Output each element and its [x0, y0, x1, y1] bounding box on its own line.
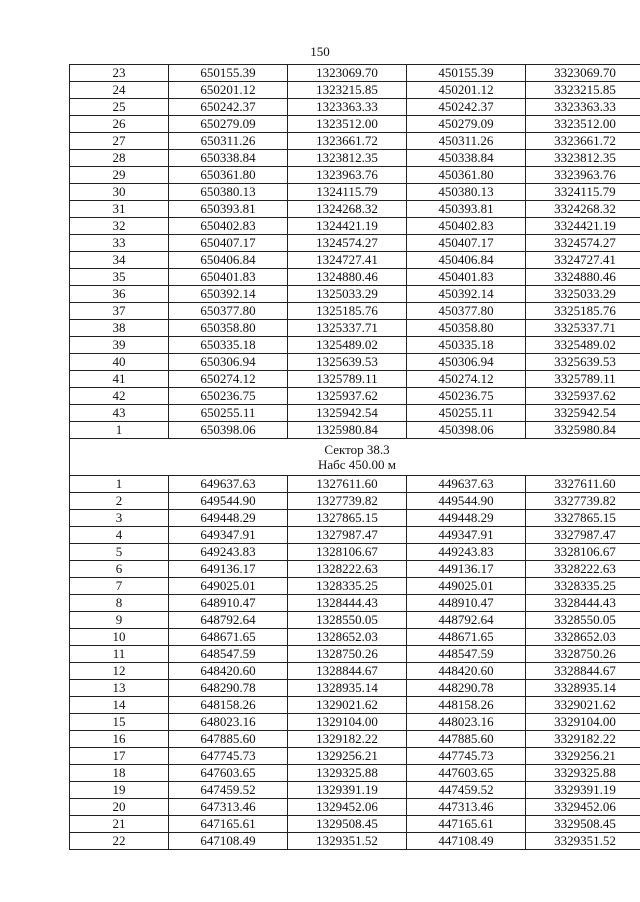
y-coordinate-cell: 1327987.47 [288, 527, 407, 544]
x-msk-cell: 449025.01 [407, 578, 526, 595]
table-row [70, 646, 640, 663]
point-number-cell: 13 [70, 680, 169, 697]
x-msk-cell: 450393.81 [407, 201, 526, 218]
y-coordinate-cell: 1329104.00 [288, 714, 407, 731]
y-msk-cell: 3327865.15 [526, 510, 640, 527]
x-coordinate-cell: 650201.12 [169, 82, 288, 99]
y-msk-cell: 3328935.14 [526, 680, 640, 697]
y-coordinate-cell: 1325937.62 [288, 388, 407, 405]
y-msk-cell: 3324268.32 [526, 201, 640, 218]
x-coordinate-cell: 648671.65 [169, 629, 288, 646]
y-msk-cell: 3329021.62 [526, 697, 640, 714]
x-coordinate-cell: 650393.81 [169, 201, 288, 218]
table-row [70, 133, 640, 150]
y-coordinate-cell: 1323661.72 [288, 133, 407, 150]
table-row [70, 354, 640, 371]
table-row [70, 561, 640, 578]
point-number-cell: 2 [70, 493, 169, 510]
x-msk-cell: 450398.06 [407, 422, 526, 439]
y-coordinate-cell: 1325639.53 [288, 354, 407, 371]
coordinates-table [69, 64, 640, 850]
table-row [70, 493, 640, 510]
table-row [70, 799, 640, 816]
table-row [70, 99, 640, 116]
x-coordinate-cell: 648547.59 [169, 646, 288, 663]
x-msk-cell: 447885.60 [407, 731, 526, 748]
y-coordinate-cell: 1328935.14 [288, 680, 407, 697]
y-msk-cell: 3323215.85 [526, 82, 640, 99]
table-row [70, 731, 640, 748]
x-msk-cell: 447313.46 [407, 799, 526, 816]
y-msk-cell: 3323963.76 [526, 167, 640, 184]
y-coordinate-cell: 1329351.52 [288, 833, 407, 850]
y-msk-cell: 3328844.67 [526, 663, 640, 680]
point-number-cell: 9 [70, 612, 169, 629]
y-coordinate-cell: 1329508.45 [288, 816, 407, 833]
y-coordinate-cell: 1328652.03 [288, 629, 407, 646]
x-msk-cell: 449637.63 [407, 476, 526, 493]
x-msk-cell: 450406.84 [407, 252, 526, 269]
y-coordinate-cell: 1329021.62 [288, 697, 407, 714]
x-coordinate-cell: 648792.64 [169, 612, 288, 629]
y-msk-cell: 3329182.22 [526, 731, 640, 748]
x-msk-cell: 447459.52 [407, 782, 526, 799]
table-row [70, 578, 640, 595]
point-number-cell: 39 [70, 337, 169, 354]
x-coordinate-cell: 649243.83 [169, 544, 288, 561]
x-msk-cell: 447108.49 [407, 833, 526, 850]
table-row [70, 595, 640, 612]
x-coordinate-cell: 649025.01 [169, 578, 288, 595]
y-msk-cell: 3328444.43 [526, 595, 640, 612]
y-msk-cell: 3328652.03 [526, 629, 640, 646]
table-row [70, 833, 640, 850]
y-coordinate-cell: 1324115.79 [288, 184, 407, 201]
y-coordinate-cell: 1327865.15 [288, 510, 407, 527]
x-coordinate-cell: 650338.84 [169, 150, 288, 167]
point-number-cell: 35 [70, 269, 169, 286]
point-number-cell: 15 [70, 714, 169, 731]
table-row [70, 252, 640, 269]
y-msk-cell: 3324727.41 [526, 252, 640, 269]
page-number: 150 [310, 44, 330, 59]
point-number-cell: 31 [70, 201, 169, 218]
x-coordinate-cell: 650402.83 [169, 218, 288, 235]
y-coordinate-cell: 1323215.85 [288, 82, 407, 99]
y-coordinate-cell: 1329391.19 [288, 782, 407, 799]
point-number-cell: 1 [70, 476, 169, 493]
point-number-cell: 10 [70, 629, 169, 646]
point-number-cell: 32 [70, 218, 169, 235]
x-msk-cell: 447165.61 [407, 816, 526, 833]
y-coordinate-cell: 1328222.63 [288, 561, 407, 578]
table-row [70, 269, 640, 286]
point-number-cell: 12 [70, 663, 169, 680]
point-number-cell: 33 [70, 235, 169, 252]
x-msk-cell: 450392.14 [407, 286, 526, 303]
table-row [70, 476, 640, 493]
point-number-cell: 27 [70, 133, 169, 150]
section-title: Сектор 38.3 [324, 442, 390, 457]
table-row [70, 82, 640, 99]
y-msk-cell: 3327739.82 [526, 493, 640, 510]
x-msk-cell: 448671.65 [407, 629, 526, 646]
point-number-cell: 7 [70, 578, 169, 595]
x-msk-cell: 449347.91 [407, 527, 526, 544]
y-msk-cell: 3329452.06 [526, 799, 640, 816]
x-coordinate-cell: 649637.63 [169, 476, 288, 493]
y-coordinate-cell: 1323812.35 [288, 150, 407, 167]
y-coordinate-cell: 1325489.02 [288, 337, 407, 354]
table-row [70, 714, 640, 731]
table-row [70, 218, 640, 235]
y-msk-cell: 3329508.45 [526, 816, 640, 833]
point-number-cell: 22 [70, 833, 169, 850]
table-row [70, 816, 640, 833]
point-number-cell: 8 [70, 595, 169, 612]
y-msk-cell: 3329256.21 [526, 748, 640, 765]
y-coordinate-cell: 1325980.84 [288, 422, 407, 439]
y-coordinate-cell: 1325337.71 [288, 320, 407, 337]
table-row [70, 235, 640, 252]
y-coordinate-cell: 1323963.76 [288, 167, 407, 184]
y-coordinate-cell: 1324727.41 [288, 252, 407, 269]
y-msk-cell: 3328106.67 [526, 544, 640, 561]
y-msk-cell: 3329351.52 [526, 833, 640, 850]
point-number-cell: 3 [70, 510, 169, 527]
x-msk-cell: 450201.12 [407, 82, 526, 99]
y-msk-cell: 3323661.72 [526, 133, 640, 150]
x-coordinate-cell: 650236.75 [169, 388, 288, 405]
x-coordinate-cell: 647603.65 [169, 765, 288, 782]
x-coordinate-cell: 650335.18 [169, 337, 288, 354]
y-coordinate-cell: 1328106.67 [288, 544, 407, 561]
y-coordinate-cell: 1325942.54 [288, 405, 407, 422]
point-number-cell: 21 [70, 816, 169, 833]
y-msk-cell: 3324115.79 [526, 184, 640, 201]
x-msk-cell: 450155.39 [407, 65, 526, 82]
point-number-cell: 23 [70, 65, 169, 82]
x-msk-cell: 449448.29 [407, 510, 526, 527]
x-coordinate-cell: 649544.90 [169, 493, 288, 510]
y-msk-cell: 3327611.60 [526, 476, 640, 493]
table-row [70, 510, 640, 527]
point-number-cell: 24 [70, 82, 169, 99]
x-msk-cell: 448792.64 [407, 612, 526, 629]
y-msk-cell: 3325789.11 [526, 371, 640, 388]
x-coordinate-cell: 647745.73 [169, 748, 288, 765]
x-coordinate-cell: 650274.12 [169, 371, 288, 388]
x-msk-cell: 450236.75 [407, 388, 526, 405]
x-msk-cell: 450401.83 [407, 269, 526, 286]
table-row [70, 663, 640, 680]
x-msk-cell: 447745.73 [407, 748, 526, 765]
y-msk-cell: 3325489.02 [526, 337, 640, 354]
x-msk-cell: 450242.37 [407, 99, 526, 116]
section-header-body [70, 439, 640, 476]
y-msk-cell: 3327987.47 [526, 527, 640, 544]
x-coordinate-cell: 650406.84 [169, 252, 288, 269]
x-coordinate-cell: 649136.17 [169, 561, 288, 578]
table-row [70, 748, 640, 765]
y-coordinate-cell: 1325789.11 [288, 371, 407, 388]
y-coordinate-cell: 1324268.32 [288, 201, 407, 218]
x-msk-cell: 450377.80 [407, 303, 526, 320]
y-msk-cell: 3328335.25 [526, 578, 640, 595]
table-row [70, 184, 640, 201]
x-coordinate-cell: 647313.46 [169, 799, 288, 816]
point-number-cell: 5 [70, 544, 169, 561]
x-coordinate-cell: 647165.61 [169, 816, 288, 833]
point-number-cell: 6 [70, 561, 169, 578]
table-row [70, 527, 640, 544]
y-coordinate-cell: 1328750.26 [288, 646, 407, 663]
table-row [70, 544, 640, 561]
y-coordinate-cell: 1329325.88 [288, 765, 407, 782]
x-coordinate-cell: 650361.80 [169, 167, 288, 184]
x-msk-cell: 450274.12 [407, 371, 526, 388]
x-coordinate-cell: 648420.60 [169, 663, 288, 680]
section-header-row [70, 439, 640, 476]
table-body-before [70, 65, 640, 439]
point-number-cell: 1 [70, 422, 169, 439]
point-number-cell: 26 [70, 116, 169, 133]
table-row [70, 320, 640, 337]
x-msk-cell: 450279.09 [407, 116, 526, 133]
point-number-cell: 40 [70, 354, 169, 371]
y-coordinate-cell: 1324574.27 [288, 235, 407, 252]
y-msk-cell: 3325937.62 [526, 388, 640, 405]
y-coordinate-cell: 1323363.33 [288, 99, 407, 116]
x-coordinate-cell: 647108.49 [169, 833, 288, 850]
table-row [70, 422, 640, 439]
point-number-cell: 42 [70, 388, 169, 405]
x-coordinate-cell: 650407.17 [169, 235, 288, 252]
point-number-cell: 43 [70, 405, 169, 422]
y-coordinate-cell: 1324421.19 [288, 218, 407, 235]
y-msk-cell: 3325185.76 [526, 303, 640, 320]
x-msk-cell: 448158.26 [407, 697, 526, 714]
y-msk-cell: 3329325.88 [526, 765, 640, 782]
y-msk-cell: 3323512.00 [526, 116, 640, 133]
x-msk-cell: 450380.13 [407, 184, 526, 201]
y-msk-cell: 3329104.00 [526, 714, 640, 731]
y-msk-cell: 3329391.19 [526, 782, 640, 799]
table-row [70, 116, 640, 133]
x-coordinate-cell: 650398.06 [169, 422, 288, 439]
point-number-cell: 18 [70, 765, 169, 782]
y-msk-cell: 3325639.53 [526, 354, 640, 371]
section-header-cell [70, 439, 640, 476]
table-row [70, 201, 640, 218]
y-msk-cell: 3323069.70 [526, 65, 640, 82]
x-msk-cell: 450311.26 [407, 133, 526, 150]
y-coordinate-cell: 1327739.82 [288, 493, 407, 510]
y-msk-cell: 3325337.71 [526, 320, 640, 337]
x-coordinate-cell: 648158.26 [169, 697, 288, 714]
x-coordinate-cell: 648023.16 [169, 714, 288, 731]
point-number-cell: 4 [70, 527, 169, 544]
y-coordinate-cell: 1329182.22 [288, 731, 407, 748]
x-coordinate-cell: 650255.11 [169, 405, 288, 422]
x-coordinate-cell: 650358.80 [169, 320, 288, 337]
table-row [70, 629, 640, 646]
y-coordinate-cell: 1323069.70 [288, 65, 407, 82]
x-coordinate-cell: 648910.47 [169, 595, 288, 612]
point-number-cell: 25 [70, 99, 169, 116]
x-coordinate-cell: 650380.13 [169, 184, 288, 201]
x-coordinate-cell: 650279.09 [169, 116, 288, 133]
x-msk-cell: 450306.94 [407, 354, 526, 371]
point-number-cell: 41 [70, 371, 169, 388]
x-msk-cell: 450338.84 [407, 150, 526, 167]
x-coordinate-cell: 650392.14 [169, 286, 288, 303]
x-coordinate-cell: 649347.91 [169, 527, 288, 544]
point-number-cell: 17 [70, 748, 169, 765]
y-coordinate-cell: 1329256.21 [288, 748, 407, 765]
x-coordinate-cell: 650377.80 [169, 303, 288, 320]
y-msk-cell: 3323812.35 [526, 150, 640, 167]
table-row [70, 612, 640, 629]
x-msk-cell: 448290.78 [407, 680, 526, 697]
point-number-cell: 20 [70, 799, 169, 816]
point-number-cell: 34 [70, 252, 169, 269]
y-coordinate-cell: 1325185.76 [288, 303, 407, 320]
table-row [70, 388, 640, 405]
point-number-cell: 11 [70, 646, 169, 663]
x-coordinate-cell: 647459.52 [169, 782, 288, 799]
section-subtitle: Набс 450.00 м [317, 457, 397, 472]
y-msk-cell: 3328222.63 [526, 561, 640, 578]
point-number-cell: 19 [70, 782, 169, 799]
x-coordinate-cell: 648290.78 [169, 680, 288, 697]
y-msk-cell: 3323363.33 [526, 99, 640, 116]
point-number-cell: 28 [70, 150, 169, 167]
point-number-cell: 14 [70, 697, 169, 714]
x-coordinate-cell: 650311.26 [169, 133, 288, 150]
table-row [70, 150, 640, 167]
table-row [70, 765, 640, 782]
point-number-cell: 29 [70, 167, 169, 184]
x-msk-cell: 450407.17 [407, 235, 526, 252]
x-coordinate-cell: 647885.60 [169, 731, 288, 748]
y-msk-cell: 3328750.26 [526, 646, 640, 663]
x-coordinate-cell: 650242.37 [169, 99, 288, 116]
y-coordinate-cell: 1328335.25 [288, 578, 407, 595]
x-msk-cell: 450335.18 [407, 337, 526, 354]
table-row [70, 337, 640, 354]
x-coordinate-cell: 650401.83 [169, 269, 288, 286]
point-number-cell: 38 [70, 320, 169, 337]
table-row [70, 697, 640, 714]
y-coordinate-cell: 1328550.05 [288, 612, 407, 629]
table-row [70, 680, 640, 697]
table-row [70, 782, 640, 799]
x-msk-cell: 448910.47 [407, 595, 526, 612]
table-row [70, 371, 640, 388]
x-msk-cell: 448023.16 [407, 714, 526, 731]
y-msk-cell: 3324421.19 [526, 218, 640, 235]
x-msk-cell: 450361.80 [407, 167, 526, 184]
x-msk-cell: 450255.11 [407, 405, 526, 422]
x-coordinate-cell: 650306.94 [169, 354, 288, 371]
x-msk-cell: 450402.83 [407, 218, 526, 235]
y-coordinate-cell: 1328844.67 [288, 663, 407, 680]
table-row [70, 286, 640, 303]
table-row [70, 303, 640, 320]
point-number-cell: 16 [70, 731, 169, 748]
point-number-cell: 36 [70, 286, 169, 303]
x-msk-cell: 448420.60 [407, 663, 526, 680]
point-number-cell: 37 [70, 303, 169, 320]
table-body-after [70, 476, 640, 850]
y-msk-cell: 3325980.84 [526, 422, 640, 439]
y-coordinate-cell: 1324880.46 [288, 269, 407, 286]
table-row [70, 405, 640, 422]
y-coordinate-cell: 1327611.60 [288, 476, 407, 493]
x-msk-cell: 448547.59 [407, 646, 526, 663]
y-msk-cell: 3324880.46 [526, 269, 640, 286]
x-msk-cell: 449136.17 [407, 561, 526, 578]
y-coordinate-cell: 1323512.00 [288, 116, 407, 133]
x-msk-cell: 447603.65 [407, 765, 526, 782]
y-msk-cell: 3328550.05 [526, 612, 640, 629]
table-row [70, 65, 640, 82]
x-msk-cell: 449544.90 [407, 493, 526, 510]
x-coordinate-cell: 650155.39 [169, 65, 288, 82]
y-msk-cell: 3325033.29 [526, 286, 640, 303]
y-coordinate-cell: 1328444.43 [288, 595, 407, 612]
y-msk-cell: 3324574.27 [526, 235, 640, 252]
x-coordinate-cell: 649448.29 [169, 510, 288, 527]
x-msk-cell: 450358.80 [407, 320, 526, 337]
table-row [70, 167, 640, 184]
point-number-cell: 30 [70, 184, 169, 201]
y-coordinate-cell: 1325033.29 [288, 286, 407, 303]
x-msk-cell: 449243.83 [407, 544, 526, 561]
y-coordinate-cell: 1329452.06 [288, 799, 407, 816]
y-msk-cell: 3325942.54 [526, 405, 640, 422]
